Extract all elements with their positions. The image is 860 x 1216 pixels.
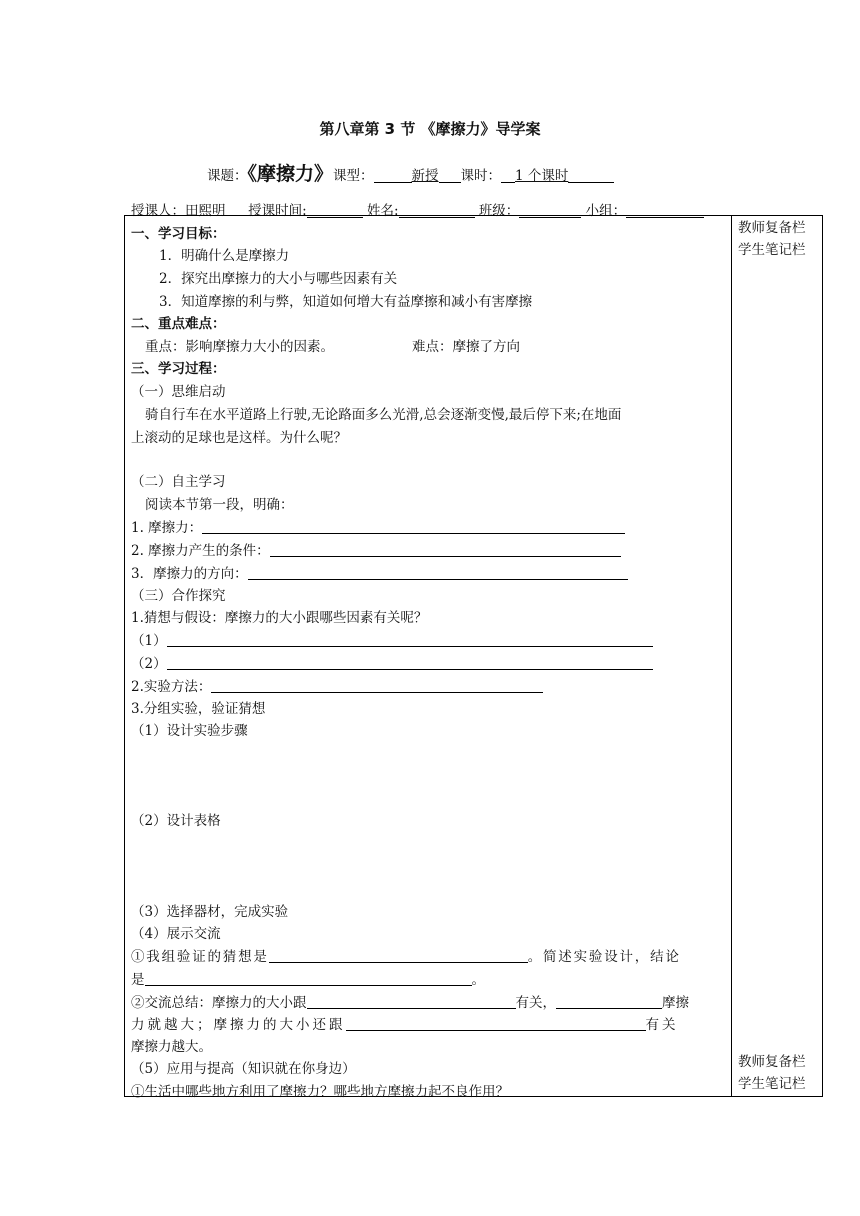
part2-q3 (131, 562, 628, 582)
side-note-bottom (738, 1051, 806, 1095)
part2-q3-label: 3．摩擦力的方向： (131, 566, 248, 582)
conclusion1-b: 。简述实验设计，结论 (527, 949, 681, 965)
conclusion2-blank2[interactable] (556, 996, 662, 1009)
lesson-type-value: 新授 (411, 168, 439, 184)
conclusion1-blank2[interactable] (145, 973, 472, 986)
conclusion2-b: 有关， (515, 995, 556, 1011)
conclusion2-blank3[interactable] (346, 1018, 646, 1031)
goal-item-1: 1．明确什么是摩擦力 (159, 248, 290, 264)
period-label: 课时： (460, 168, 502, 184)
part3-a2 (131, 652, 653, 672)
period-value: 1 个课时 (515, 168, 569, 184)
part3-conclusion-2c: 摩擦力越大。 (131, 1039, 212, 1055)
part3-step1: （1）设计实验步骤 (131, 723, 248, 739)
section-process-title: 三、学习过程： (131, 361, 226, 377)
subtitle-topic: 《摩擦力》 (247, 163, 334, 185)
part3-q2-blank[interactable] (211, 680, 543, 693)
section-keypoints-title: 二、重点难点： (131, 316, 226, 332)
name-label: 姓名: (366, 203, 399, 219)
lesson-type-label: 课型： (333, 168, 374, 184)
conclusion1-d: 。 (471, 972, 485, 988)
goal-item-3: 3．知道摩擦的利与弊，知道如何增大有益摩擦和减小有害摩擦 (159, 294, 533, 310)
part2-q2 (131, 539, 621, 559)
part3-step2: （2）设计表格 (131, 813, 221, 829)
part3-conclusion-2 (131, 991, 689, 1011)
part1-title: （一）思维启动 (131, 384, 226, 400)
conclusion2-blank1[interactable] (307, 996, 516, 1009)
part2-q3-blank[interactable] (248, 567, 628, 580)
part3-a1 (131, 629, 653, 649)
part3-a2-label: （2） (131, 656, 167, 672)
part3-a1-blank[interactable] (167, 634, 653, 647)
part1-text-2: 上滚动的足球也是这样。为什么呢？ (131, 430, 347, 446)
conclusion2-d: 力就越大；摩擦力的大小还跟 (131, 1017, 346, 1033)
part3-a1-label: （1） (131, 633, 167, 649)
part3-q3: 3.分组实验，验证猜想 (131, 701, 266, 717)
column-divider (731, 215, 732, 1097)
lesson-type-blank-pre (374, 169, 412, 183)
hard-point: 难点：摩擦了方向 (412, 339, 520, 355)
lesson-subtitle (207, 159, 614, 186)
part2-title: （二）自主学习 (131, 474, 226, 490)
time-label: 授课时间: (248, 203, 307, 219)
conclusion2-e: 有关 (645, 1017, 679, 1033)
part2-intro: 阅读本节第一段，明确： (145, 497, 294, 513)
part2-q2-label: 2. 摩擦力产生的条件： (131, 543, 270, 559)
part3-step4: （4）展示交流 (131, 926, 221, 942)
period-blank-pre (501, 169, 515, 183)
part2-q1 (131, 516, 625, 536)
lesson-type-blank-post (439, 169, 461, 183)
part3-step5-question: ①生活中哪些地方利用了摩擦力？哪些地方摩擦力起不良作用？ (131, 1084, 509, 1100)
conclusion1-a: ①我组验证的猜想是 (131, 949, 269, 965)
part3-q2-label: 2.实验方法： (131, 679, 212, 695)
part3-q2 (131, 675, 543, 695)
page-title: 第八章第 3 节 《摩擦力》导学案 (319, 120, 541, 138)
class-label: 班级： (478, 203, 520, 219)
side-note-top (738, 217, 806, 261)
conclusion1-c: 是 (131, 972, 145, 988)
part1-text-1: 骑自行车在水平道路上行驶,无论路面多么光滑,总会逐渐变慢,最后停下来;在地面 (145, 407, 622, 423)
part2-q1-label: 1. 摩擦力： (131, 520, 203, 536)
part2-q1-blank[interactable] (202, 521, 625, 534)
student-notes-label-bottom: 学生笔记栏 (738, 1076, 806, 1092)
teacher-review-label: 教师复备栏 (738, 220, 806, 236)
section-goals-title: 一、学习目标： (131, 226, 226, 242)
key-point: 重点：影响摩擦力大小的因素。 (145, 339, 334, 355)
teacher-review-label-bottom: 教师复备栏 (738, 1054, 806, 1070)
part3-title: （三）合作探究 (131, 588, 226, 604)
student-notes-label: 学生笔记栏 (738, 242, 806, 258)
part3-step5: （5）应用与提高（知识就在你身边） (131, 1061, 356, 1077)
conclusion2-c: 摩擦 (662, 995, 689, 1011)
group-label: 小组： (585, 203, 627, 219)
part2-q2-blank[interactable] (270, 544, 621, 557)
conclusion2-a: ②交流总结：摩擦力的大小跟 (131, 995, 307, 1011)
conclusion1-blank1[interactable] (269, 950, 528, 963)
teacher-name: 授课人：田熙明 (131, 203, 226, 219)
part3-conclusion-1 (131, 945, 681, 965)
part3-conclusion-1b (131, 968, 485, 988)
part3-step3: （3）选择器材，完成实验 (131, 904, 289, 920)
subtitle-prefix: 课题： (207, 168, 248, 184)
period-blank-post (568, 169, 614, 183)
part3-q1: 1.猜想与假设：摩擦力的大小跟哪些因素有关呢？ (131, 610, 428, 626)
part3-conclusion-2b (131, 1013, 679, 1033)
part3-a2-blank[interactable] (167, 657, 653, 670)
goal-item-2: 2．探究出摩擦力的大小与哪些因素有关 (159, 271, 398, 287)
